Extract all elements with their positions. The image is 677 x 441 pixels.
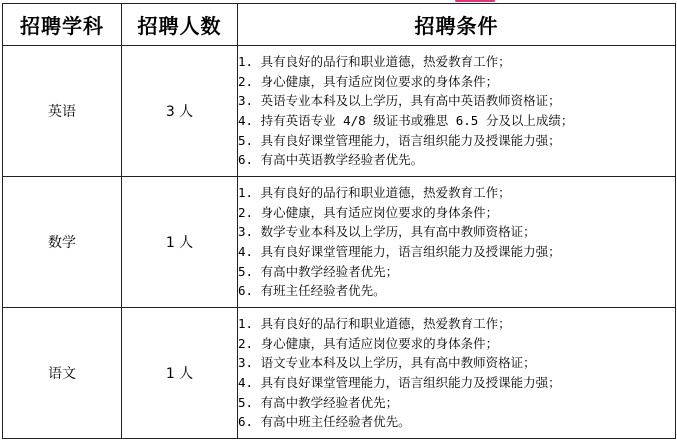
count-cell: 1 人 [122,308,238,439]
requirement-item: 6. 有高中班主任经验者优先。 [238,414,411,430]
requirement-item: 5. 有高中教学经验者优先； [238,394,399,410]
requirements-cell [238,308,676,439]
requirements-cell [238,177,676,308]
table-row-chinese [3,308,676,439]
requirement-item: 3. 数学专业本科及以上学历，具有高中教师资格证； [238,224,536,240]
requirement-item: 3. 语文专业本科及以上学历，具有高中教师资格证； [238,355,536,371]
requirement-item: 6. 有高中英语教学经验者优先。 [238,152,424,168]
requirement-item: 4. 持有英语专业 4/8 级证书或雅思 6.5 分及以上成绩； [238,113,574,128]
subject-cell: 语文 [3,308,122,439]
requirements-list [238,183,675,301]
recruitment-table [2,3,676,439]
requirement-item: 2. 身心健康，具有适应岗位要求的身体条件； [238,204,499,220]
subject-cell: 英语 [3,46,122,177]
requirement-item: 4. 具有良好课堂管理能力，语言组织能力及授课能力强； [238,244,561,259]
header-count: 招聘人数 [122,4,238,46]
header-requirements: 招聘条件 [238,4,676,46]
count-cell: 1 人 [122,177,238,308]
table-row-english [3,46,676,177]
requirement-item: 2. 身心健康，具有适应岗位要求的身体条件； [238,73,499,89]
requirement-item: 3. 英语专业本科及以上学历，具有高中英语教师资格证； [238,93,561,109]
requirement-item: 5. 具有良好课堂管理能力，语言组织能力及授课能力强； [238,132,561,148]
requirement-item: 6. 有班主任经验者优先。 [238,283,386,299]
requirements-cell [238,46,676,177]
requirements-list [238,52,675,170]
table-header-row [3,4,676,46]
requirement-item: 5. 有高中教学经验者优先； [238,263,399,279]
decorative-pink-mark [455,0,495,2]
requirement-item: 1. 具有良好的品行和职业道德，热爱教育工作； [238,316,511,332]
requirement-item: 1. 具有良好的品行和职业道德，热爱教育工作； [238,185,511,201]
subject-cell: 数学 [3,177,122,308]
table-row-math [3,177,676,308]
header-subject: 招聘学科 [3,4,122,46]
requirement-item: 2. 身心健康，具有适应岗位要求的身体条件； [238,335,499,351]
count-cell: 3 人 [122,46,238,177]
requirement-item: 1. 具有良好的品行和职业道德，热爱教育工作； [238,54,511,70]
requirement-item: 4. 具有良好课堂管理能力，语言组织能力及授课能力强； [238,375,561,390]
requirements-list [238,314,675,432]
